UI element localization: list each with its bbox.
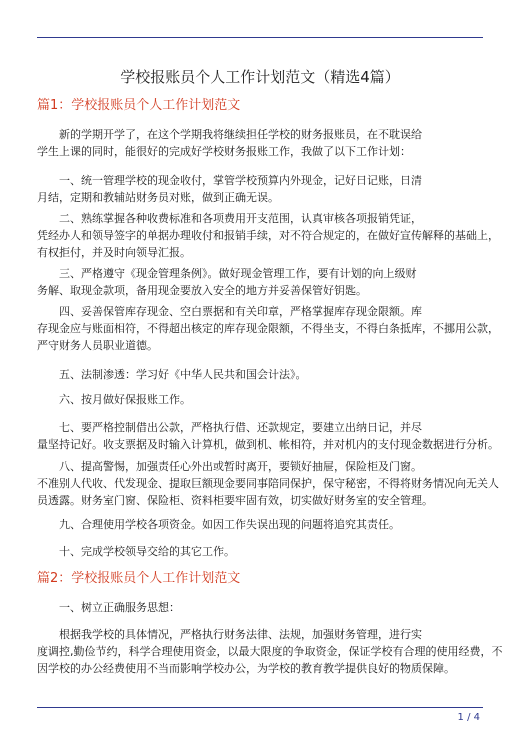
item-3 (37, 265, 483, 299)
text-line: 严守财务人员职业道德。 (37, 339, 158, 352)
section-1-intro (37, 126, 483, 160)
item-10 (37, 543, 483, 560)
text-line: 新的学期开学了，在这个学期我将继续担任学校的财务报账员，在不耽误给 (37, 128, 422, 141)
item-7 (37, 419, 499, 453)
item-4 (37, 303, 499, 354)
text-line: 二、熟练掌握各种收费标准和各项费用开支范围，认真审核各项报销凭证， (37, 212, 422, 225)
text-line: 因学校的办公经费使用不当而影响学校办公，为学校的教育教学提供良好的物质保障。 (37, 662, 455, 675)
text-line: 一、树立正确服务思想： (37, 601, 180, 614)
top-rule (37, 37, 483, 38)
bottom-rule (37, 707, 483, 708)
page-number: 1 / 4 (457, 712, 480, 723)
item-6 (37, 391, 483, 408)
item-1 (37, 172, 483, 206)
text-line: 不准别人代收、代发现金、提取巨额现金要同事陪同保护，保守秘密，不得将财务情况向无关人 (37, 477, 499, 490)
text-line: 存现金应与账面相符，不得超出核定的库存现金限额，不得坐支，不得白条抵库，不挪用公款， (37, 322, 499, 335)
item-2 (37, 210, 499, 261)
text-line: 八、提高警惕，加强责任心外出或暂时离开，要锁好抽屉，保险柜及门窗。 (37, 460, 422, 473)
text-line: 三、严格遵守《现金管理条例》。做好现金管理工作，要有计划的向上级财 (37, 267, 417, 280)
text-line: 凭经办人和领导签字的单据办理收付和报销手续，对不符合规定的，在做好宣传解释的基础上， (37, 229, 499, 242)
text-line: 五、法制渗透：学习好《中华人民共和国会计法》。 (37, 368, 307, 381)
text-line: 度调控,勤俭节约，科学合理使用资金，以最大限度的争取资金，保证学校有合理的使用经费，不 (37, 645, 503, 658)
item-9 (37, 516, 483, 533)
text-line: 四、妥善保管库存现金、空白票据和有关印章，严格掌握库存现金限额。库 (37, 305, 422, 318)
text-line: 有权拒付，并及时向领导汇报。 (37, 246, 191, 259)
text-line: 七、要严格控制借出公款，严格执行借、还款规定，要建立出纳日记，并尽 (37, 421, 422, 434)
section-1-heading: 篇1：学校报账员个人工作计划范文 (37, 98, 241, 113)
item-5 (37, 366, 483, 383)
section-2-heading: 篇2：学校报账员个人工作计划范文 (37, 571, 241, 586)
text-line: 员透露。财务室门窗、保险柜、资料柜要牢固有效，切实做好财务室的安全管理。 (37, 494, 433, 507)
item-8 (37, 458, 499, 509)
text-line: 量坚持记好。收支票据及时输入计算机，做到机、帐相符，并对机内的支付现金数据进行分析。 (37, 438, 499, 451)
text-line: 月结，定期和教辅站财务员对账，做到正确无误。 (37, 191, 279, 204)
text-line: 学生上课的同时，能很好的完成好学校财务报账工作，我做了以下工作计划： (37, 145, 411, 158)
text-line: 务解、取现金款项，备用现金要放入安全的地方并妥善保管好钥匙。 (37, 284, 367, 297)
section-2-subheading (37, 599, 483, 616)
text-line: 十、完成学校领导交给的其它工作。 (37, 545, 235, 558)
text-line: 九、合理使用学校各项资金。如因工作失误出现的问题将追究其责任。 (37, 518, 400, 531)
document-title: 学校报账员个人工作计划范文（精选4篇） (120, 68, 400, 86)
text-line: 六、按月做好保报账工作。 (37, 393, 191, 406)
section-2-paragraph (37, 626, 503, 677)
text-line: 根据我学校的具体情况，严格执行财务法律、法规，加强财务管理，进行实 (37, 628, 422, 641)
text-line: 一、统一管理学校的现金收付，掌管学校预算内外现金，记好日记账，日清 (37, 174, 422, 187)
